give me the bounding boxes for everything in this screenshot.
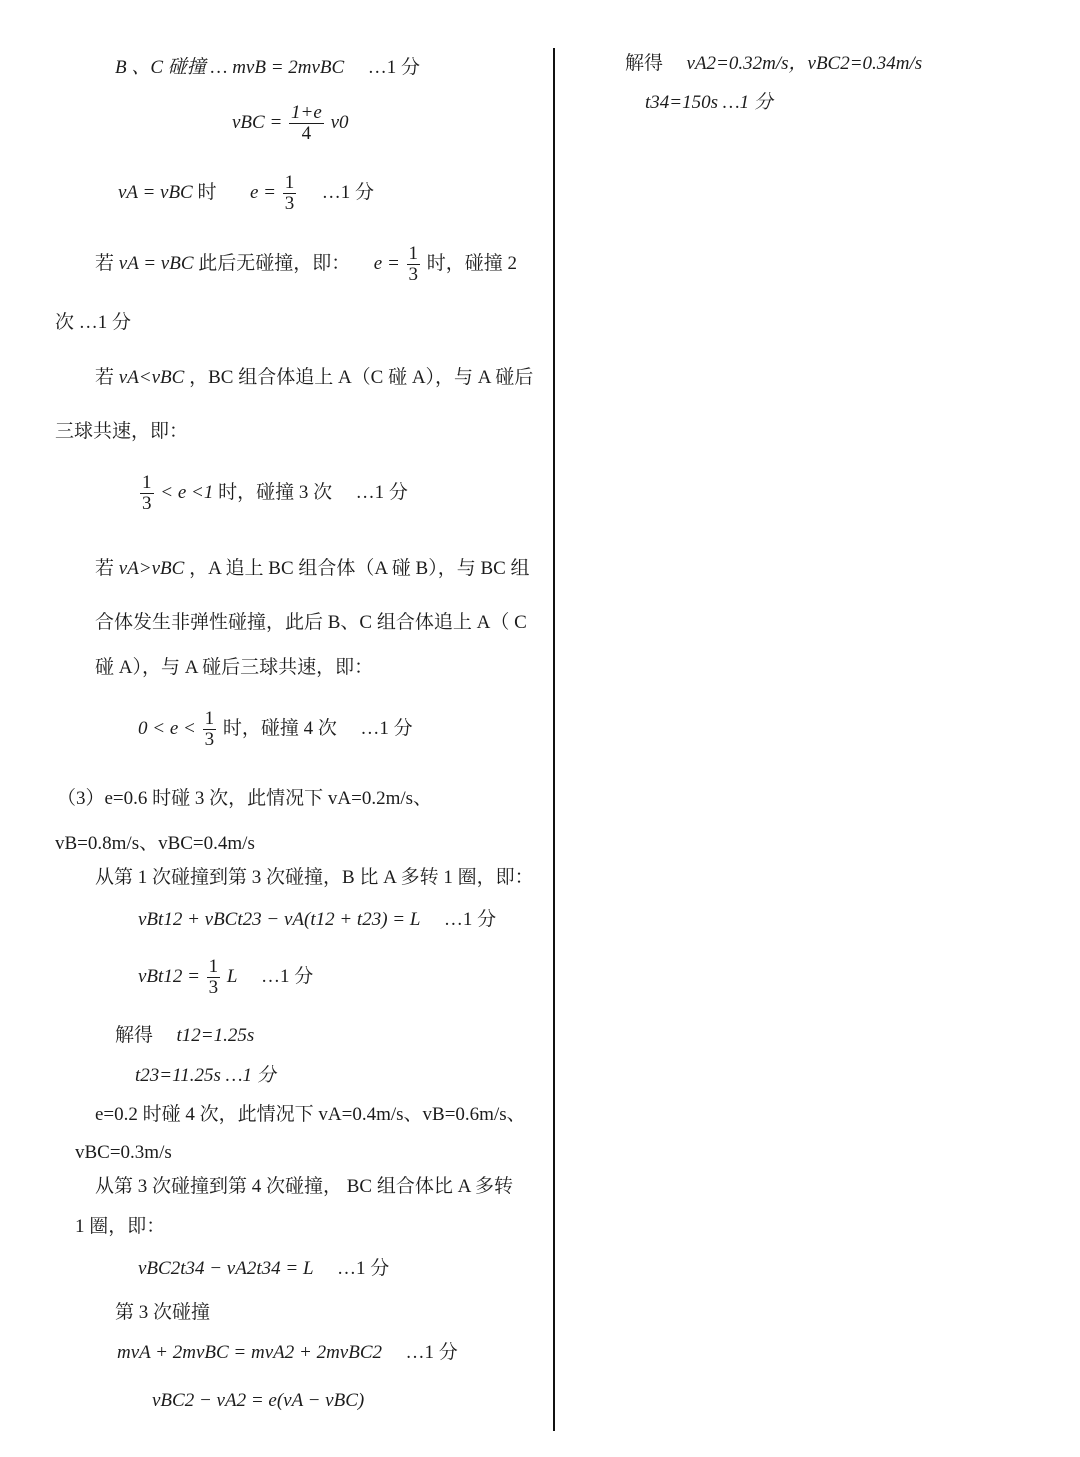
fraction-one-third <box>207 957 221 998</box>
line-restitution: vBC2 − vA2 = e(vA − vBC) <box>152 1390 365 1411</box>
va-equals-vbc: vA = vBC <box>118 181 193 203</box>
t12-value: t12=1.25s <box>176 1025 255 1046</box>
fraction-denominator: 3 <box>408 263 419 285</box>
score-mark: …1 分 <box>443 909 497 930</box>
three-collisions-text: 时，碰撞 3 次 <box>218 481 333 503</box>
vbc-lhs: vBC = <box>232 111 283 133</box>
momentum-equation-3: mvA + 2mvBC = mvA2 + 2mvBC2 <box>117 1342 383 1363</box>
line-vbt12 <box>138 957 313 998</box>
line-bc-collision <box>115 57 420 80</box>
case-equal-tail: 时，碰撞 2 <box>426 252 518 274</box>
line-four-collisions <box>138 709 413 750</box>
fraction-denominator: 3 <box>284 192 295 214</box>
line-vbc-e02: vBC=0.3m/s <box>75 1142 172 1163</box>
fraction-denominator: 3 <box>204 728 215 750</box>
fraction-denominator: 3 <box>208 976 219 998</box>
inequality: 0 < e < <box>138 717 196 739</box>
score-mark: …1 分 <box>321 181 375 203</box>
fraction-numerator: 1+e <box>291 102 322 123</box>
lap-equation: vBt12 + vBCt23 − vA(t12 + t23) = L <box>138 909 421 930</box>
case-less-text: ，BC 组合体追上 A（C 碰 A），与 A 碰后 <box>189 367 534 388</box>
line-case-equal <box>95 244 517 285</box>
jiede-text: 解得 <box>115 1025 154 1046</box>
line-part3-e06: （3）e=0.6 时碰 3 次，此情况下 vA=0.2m/s、 <box>57 788 433 809</box>
fraction-numerator: 1 <box>142 472 152 493</box>
fraction-1-plus-e-over-4 <box>289 103 324 144</box>
line-one-lap: 1 圈，即： <box>75 1216 166 1237</box>
vbt12-lhs: vBt12 = <box>138 965 200 987</box>
line-velocities-e06: vB=0.8m/s、vBC=0.4m/s <box>55 833 255 854</box>
line-lap-equation-2 <box>138 1258 389 1281</box>
va2-vbc2-values: vA2=0.32m/s，vBC2=0.34m/s <box>686 53 923 74</box>
line-momentum-third <box>117 1342 458 1365</box>
line-t34: t34=150s …1 分 <box>645 92 773 113</box>
case-equal-text: 此后无碰撞，即： <box>198 252 351 274</box>
line-three-collisions <box>138 473 408 514</box>
score-mark: …1 分 <box>260 965 314 987</box>
line-third-to-fourth: 从第 3 次碰撞到第 4 次碰撞， BC 组合体比 A 多转 <box>95 1176 514 1197</box>
ruo-text: 若 <box>95 367 115 388</box>
four-collisions-text: 时，碰撞 4 次 <box>222 717 337 739</box>
line-c-hits-a: 碰 A），与 A 碰后三球共速，即： <box>95 657 374 678</box>
line-inelastic-collision: 合体发生非弹性碰撞，此后 B、C 组合体追上 A（ C <box>95 612 527 633</box>
score-mark: …1 分 <box>405 1342 458 1363</box>
fraction-one-third <box>140 473 154 514</box>
jiede-text: 解得 <box>625 53 664 74</box>
line-case-greater <box>95 558 530 581</box>
momentum-equation: mvB = 2mvBC <box>232 57 345 78</box>
va-equals-vbc: vA = vBC <box>118 252 194 274</box>
fraction-numerator: 1 <box>204 708 215 729</box>
va-greater-vbc: vA>vBC <box>118 558 185 579</box>
line-vbc-formula <box>232 103 349 144</box>
fraction-one-third <box>203 709 217 750</box>
v0-symbol: v0 <box>330 111 349 133</box>
score-mark: …1 分 <box>360 717 413 739</box>
fraction-one-third <box>407 244 421 285</box>
ruo-text: 若 <box>95 252 115 274</box>
e-equals: e = <box>250 181 277 203</box>
fraction-numerator: 1 <box>284 172 295 193</box>
line-three-balls-same-speed: 三球共速，即： <box>55 421 189 442</box>
l-symbol: L <box>226 965 238 987</box>
line-case-less <box>95 367 533 390</box>
e-equals: e = <box>373 252 400 274</box>
line-first-to-third: 从第 1 次碰撞到第 3 次碰撞，B 比 A 多转 1 圈，即： <box>95 867 534 888</box>
line-e02: e=0.2 时碰 4 次，此情况下 vA=0.4m/s、vB=0.6m/s、 <box>95 1104 526 1125</box>
line-t23: t23=11.25s …1 分 <box>135 1065 276 1086</box>
line-va-equals-vbc <box>118 173 374 214</box>
line-solve-va2-vbc2 <box>625 53 922 76</box>
line-solve-t12 <box>115 1025 254 1048</box>
fraction-numerator: 1 <box>408 243 419 264</box>
score-mark: …1 分 <box>367 57 420 78</box>
bc-collision-label: B 、C 碰撞 … <box>115 57 228 78</box>
ruo-text: 若 <box>95 558 115 579</box>
fraction-denominator: 4 <box>301 122 312 144</box>
line-third-collision: 第 3 次碰撞 <box>115 1302 211 1323</box>
case-greater-text: ，A 追上 BC 组合体（A 碰 B），与 BC 组 <box>189 558 530 579</box>
score-mark: …1 分 <box>337 1258 390 1279</box>
fraction-numerator: 1 <box>208 956 219 977</box>
score-mark: …1 分 <box>355 481 408 503</box>
line-lap-equation <box>138 909 496 932</box>
shi-text: 时 <box>197 181 217 203</box>
line-twice-score: 次 …1 分 <box>55 312 132 333</box>
fraction-denominator: 3 <box>142 492 152 514</box>
va-less-vbc: vA<vBC <box>118 367 185 388</box>
lap-equation-2: vBC2t34 − vA2t34 = L <box>138 1258 314 1279</box>
inequality: < e <1 <box>160 481 214 503</box>
fraction-one-third <box>283 173 297 214</box>
column-divider <box>553 48 555 1431</box>
